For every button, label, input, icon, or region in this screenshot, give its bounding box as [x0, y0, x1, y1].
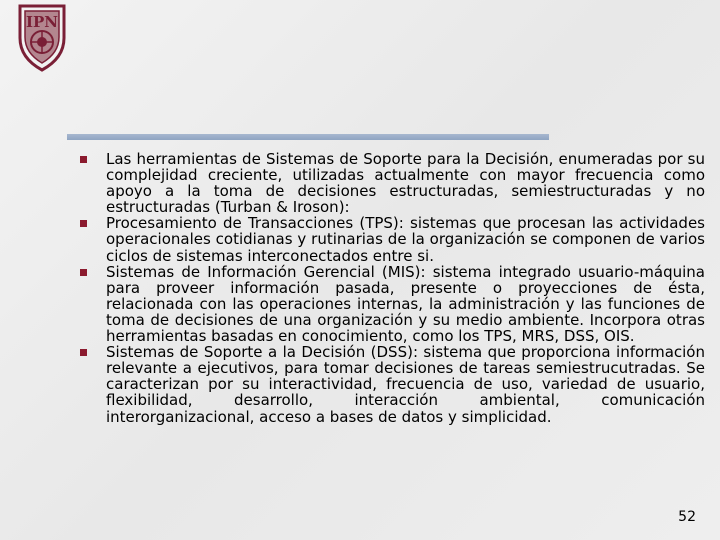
square-bullet-icon [80, 349, 87, 356]
bullet-text: Las herramientas de Sistemas de Soporte para la Decisión, enumeradas por su complejidad creciente, utilizadas actualmente con mayor frecuencia como apoyo a la toma de decisiones estructuradas, semiestructuradas y no estructuradas (Turban & Iroson): [106, 150, 705, 217]
bullet-text: Sistemas de Soporte a la Decisión (DSS): sistema que proporciona información relevante a ejecutivos, para tomar decisiones de tareas semiestrucutradas. Se caracterizan por su interactividad, frecuencia de uso, variedad de usuario, flexibilidad, desarrollo, interacción ambiental, comunicación interorganizacional, acceso a bases de datos y simplicidad. [106, 343, 705, 426]
square-bullet-icon [80, 220, 87, 227]
list-item [80, 264, 705, 344]
title-rule [67, 134, 549, 140]
list-item [80, 344, 705, 424]
list-item [80, 215, 705, 263]
bullet-text: Sistemas de Información Gerencial (MIS): sistema integrado usuario-máquina para proveer información pasada, presente o proyecciones de ésta, relacionada con las operaciones internas, la administración y las funciones de toma de decisiones de una organización y su medio ambiente. Incorpora otras herramientas basadas en conocimiento, como los TPS, MRS, DSS, OIS. [106, 262, 705, 346]
bullet-text: Procesamiento de Transacciones (TPS): sistemas que procesan las actividades operacionales cotidianas y rutinarias de la organización se componen de varios ciclos de sistemas interconectados entre si. [106, 214, 705, 265]
square-bullet-icon [80, 269, 87, 276]
bullet-list [80, 151, 705, 425]
page-number: 52 [678, 509, 696, 525]
ipn-logo [12, 0, 72, 72]
logo-text: IPN [25, 13, 59, 31]
square-bullet-icon [80, 156, 87, 163]
list-item [80, 151, 705, 215]
ipn-shield-icon [12, 0, 72, 72]
